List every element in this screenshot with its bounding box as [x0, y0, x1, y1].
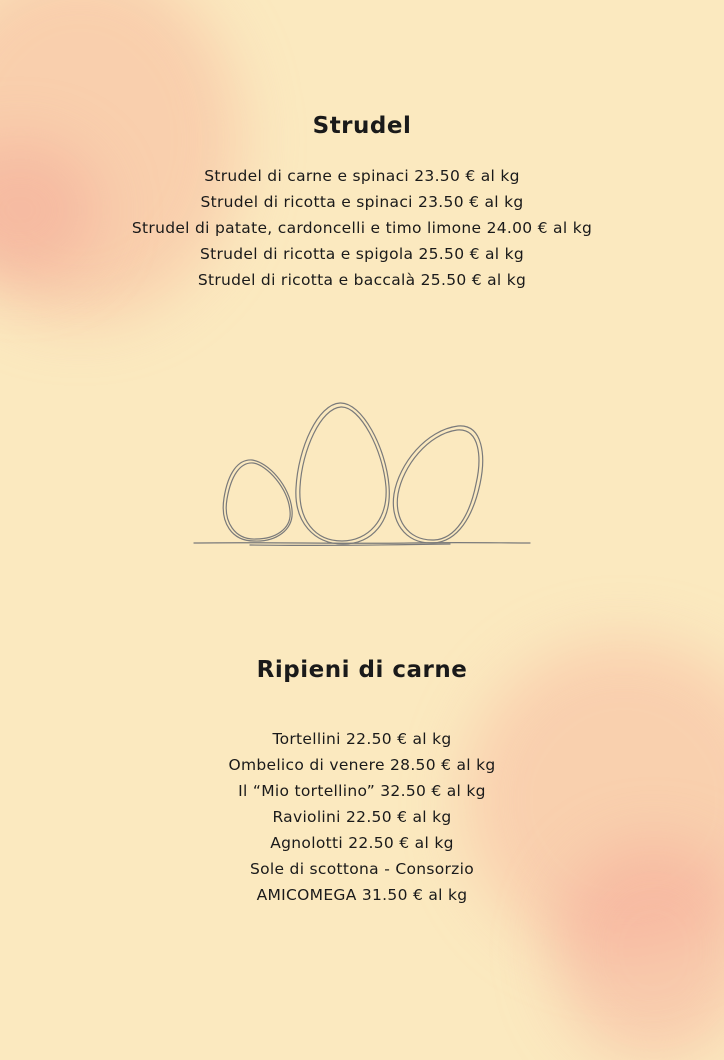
- egg-right-outline: [393, 426, 482, 543]
- section-title-ripieni-di-carne: Ripieni di carne: [256, 657, 468, 683]
- menu-item: Strudel di ricotta e spigola 25.50 € al kg: [199, 245, 525, 263]
- menu-item: Tortellini 22.50 € al kg: [272, 730, 452, 748]
- ripieni-list: [0, 726, 724, 908]
- ground-line: [194, 543, 530, 544]
- egg-right-outline-2: [397, 430, 479, 540]
- menu-item: AMICOMEGA 31.50 € al kg: [256, 886, 468, 904]
- menu-item: Raviolini 22.50 € al kg: [272, 808, 452, 826]
- menu-item: Strudel di patate, cardoncelli e timo limone 24.00 € al kg: [131, 219, 593, 237]
- egg-left-outline-2: [226, 463, 290, 539]
- egg-middle-outline: [296, 403, 389, 544]
- menu-item: Strudel di ricotta e spinaci 23.50 € al kg: [200, 193, 524, 211]
- menu-item: Agnolotti 22.50 € al kg: [270, 834, 454, 852]
- egg-left-outline: [223, 460, 292, 541]
- eggs-line-drawing-icon: [190, 398, 535, 553]
- menu-item: Sole di scottona - Consorzio: [249, 860, 475, 878]
- menu-item: Ombelico di venere 28.50 € al kg: [228, 756, 496, 774]
- strudel-list: [0, 163, 724, 293]
- section-title-strudel: Strudel: [312, 113, 412, 139]
- menu-item: Il “Mio tortellino” 32.50 € al kg: [238, 782, 486, 800]
- menu-item: Strudel di carne e spinaci 23.50 € al kg: [204, 167, 520, 185]
- menu-item: Strudel di ricotta e baccalà 25.50 € al kg: [197, 271, 527, 289]
- ground-line-2: [250, 544, 450, 545]
